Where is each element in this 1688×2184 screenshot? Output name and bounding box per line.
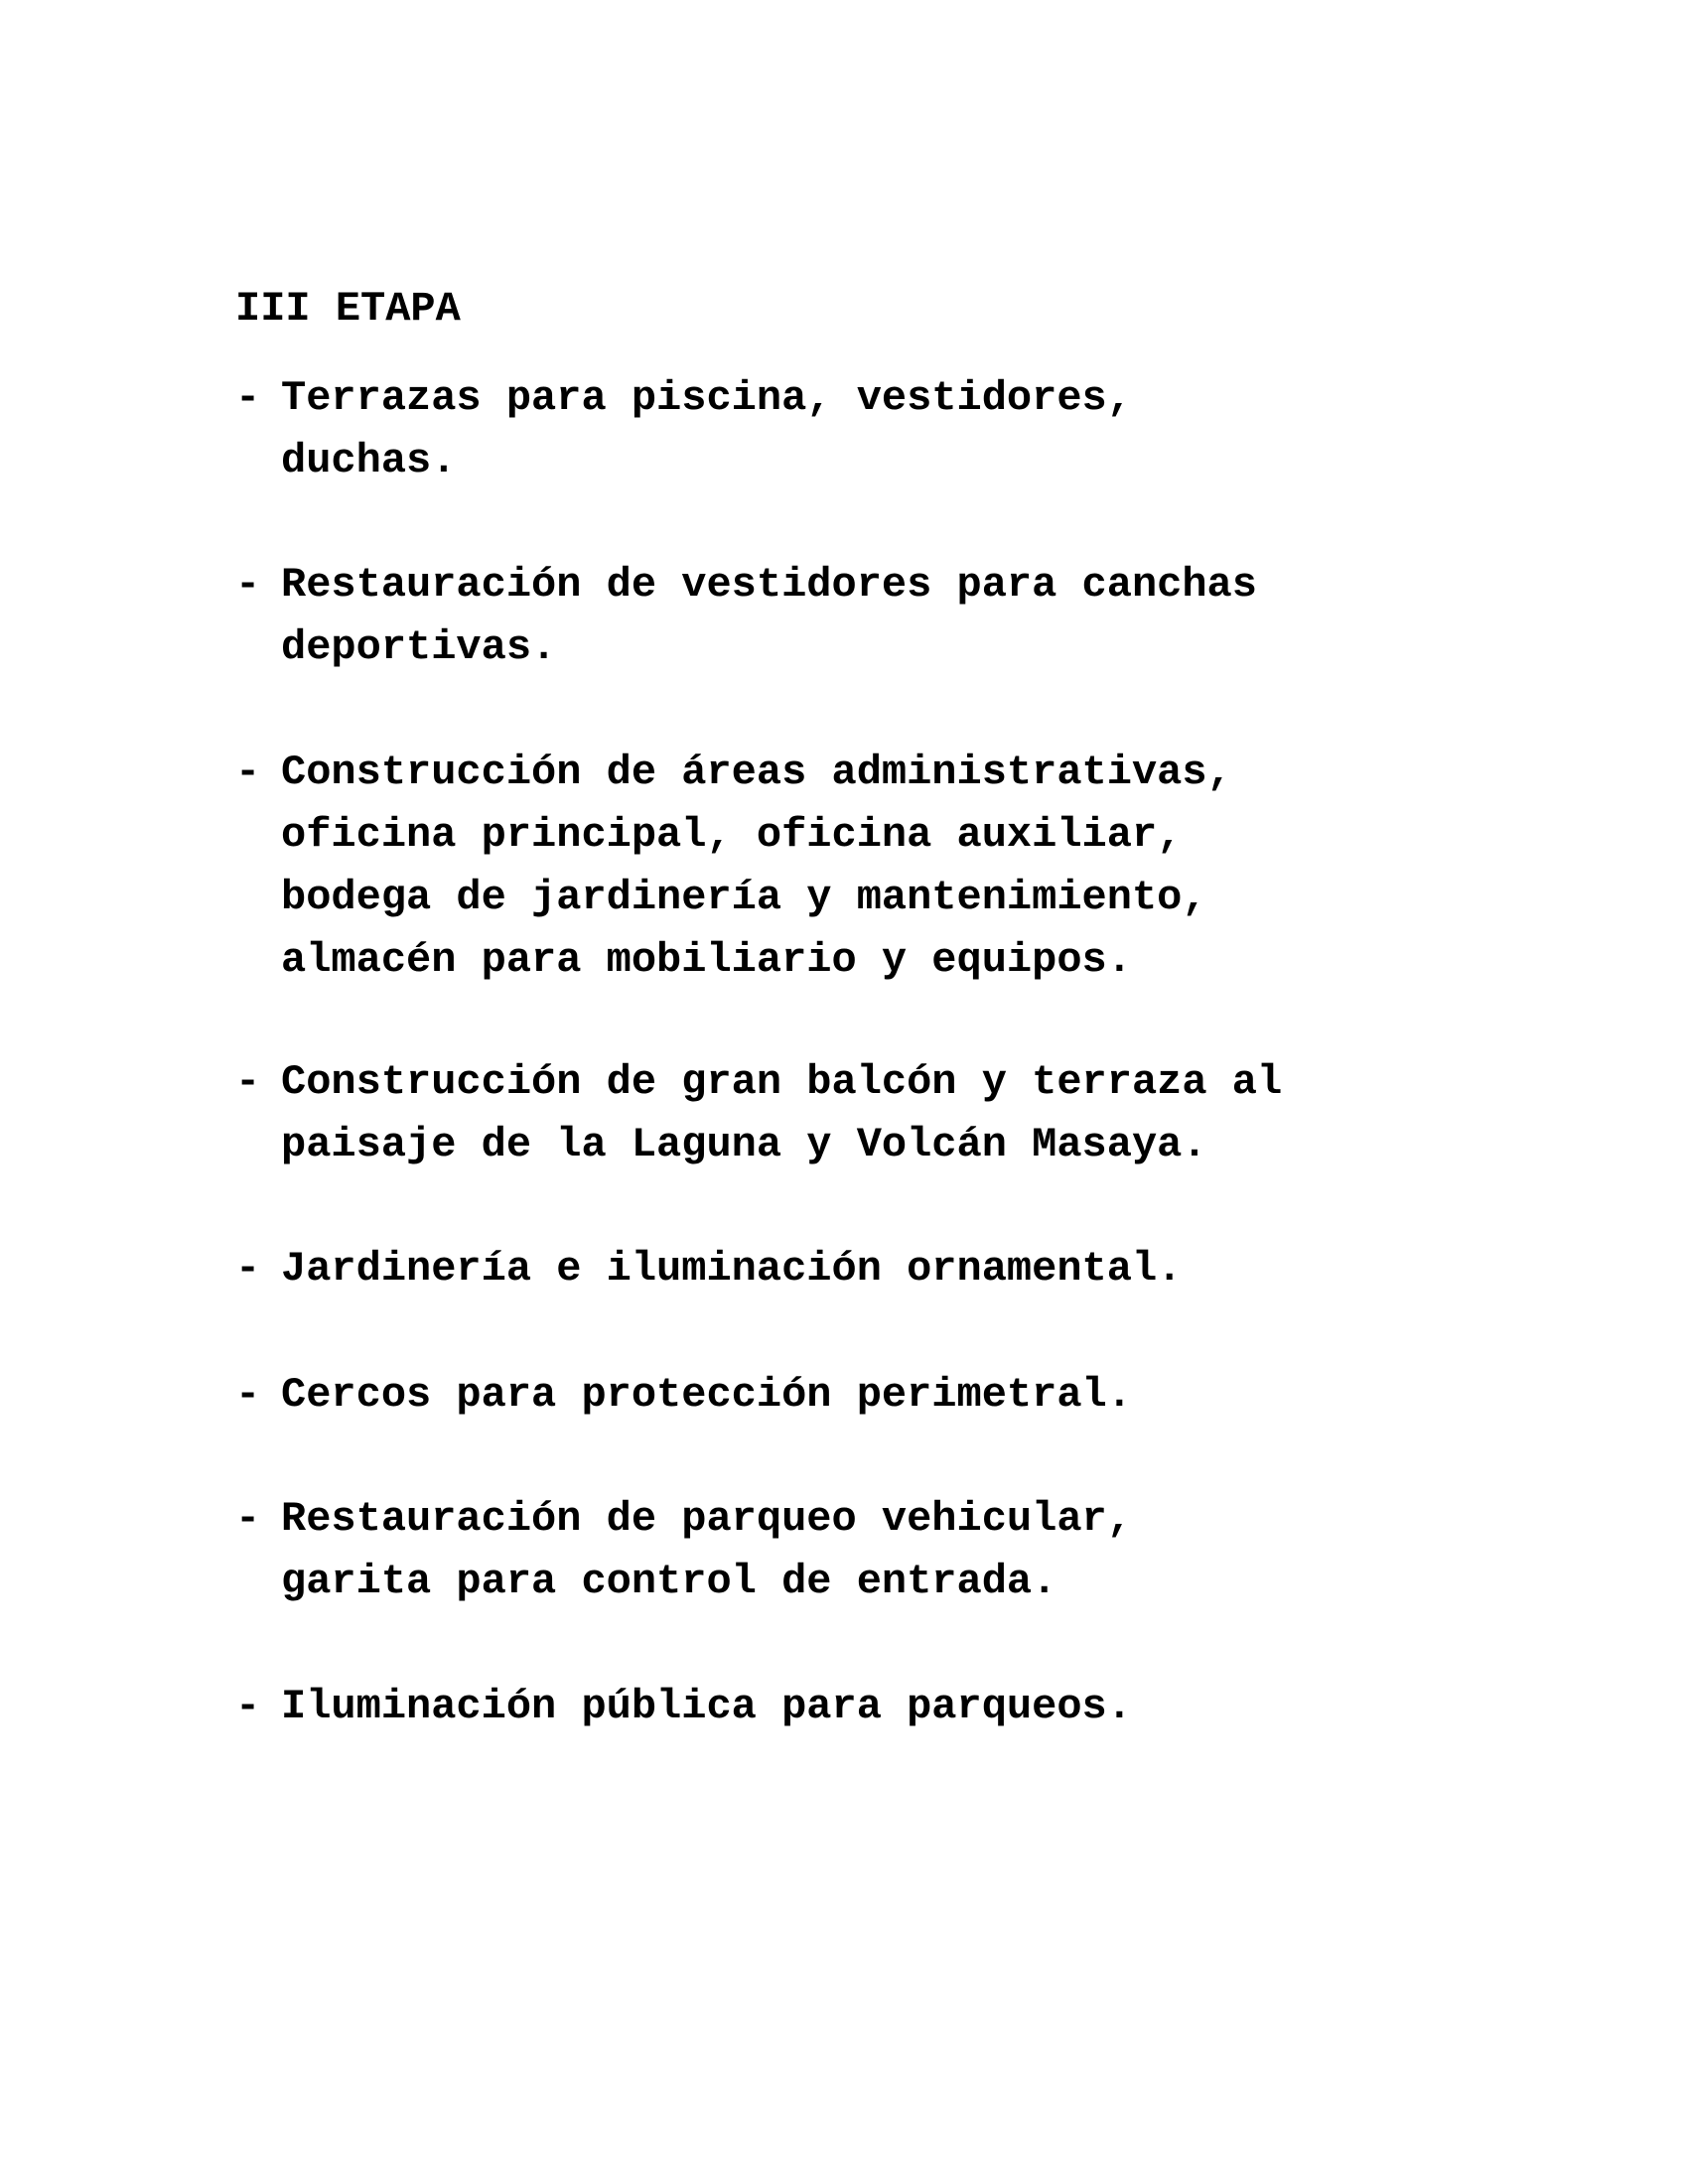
- bullet-dash: -: [235, 561, 261, 609]
- bullet-dash: -: [235, 1371, 261, 1419]
- list-item-line: Iluminación pública para parqueos.: [281, 1683, 1132, 1730]
- list-item-line: Jardinería e iluminación ornamental.: [281, 1245, 1183, 1293]
- list-item-line: garita para control de entrada.: [281, 1558, 1057, 1605]
- list-item-line: Restauración de vestidores para canchas: [281, 561, 1257, 609]
- list-item-line: oficina principal, oficina auxiliar,: [281, 811, 1183, 859]
- bullet-dash: -: [235, 1245, 261, 1293]
- list-item-line: Cercos para protección perimetral.: [281, 1371, 1132, 1419]
- section-heading: III ETAPA: [235, 285, 461, 333]
- list-item-line: deportivas.: [281, 623, 557, 671]
- bullet-dash: -: [235, 1495, 261, 1543]
- list-item-line: bodega de jardinería y mantenimiento,: [281, 874, 1207, 921]
- list-item-line: Restauración de parqueo vehicular,: [281, 1495, 1132, 1543]
- list-item-line: almacén para mobiliario y equipos.: [281, 936, 1132, 984]
- list-item-line: Construcción de áreas administrativas,: [281, 749, 1232, 796]
- bullet-dash: -: [235, 1683, 261, 1730]
- bullet-dash: -: [235, 749, 261, 796]
- list-item-line: paisaje de la Laguna y Volcán Masaya.: [281, 1121, 1207, 1168]
- bullet-dash: -: [235, 374, 261, 422]
- list-item-line: duchas.: [281, 437, 457, 484]
- bullet-dash: -: [235, 1058, 261, 1106]
- list-item-line: Construcción de gran balcón y terraza al: [281, 1058, 1283, 1106]
- list-item-line: Terrazas para piscina, vestidores,: [281, 374, 1132, 422]
